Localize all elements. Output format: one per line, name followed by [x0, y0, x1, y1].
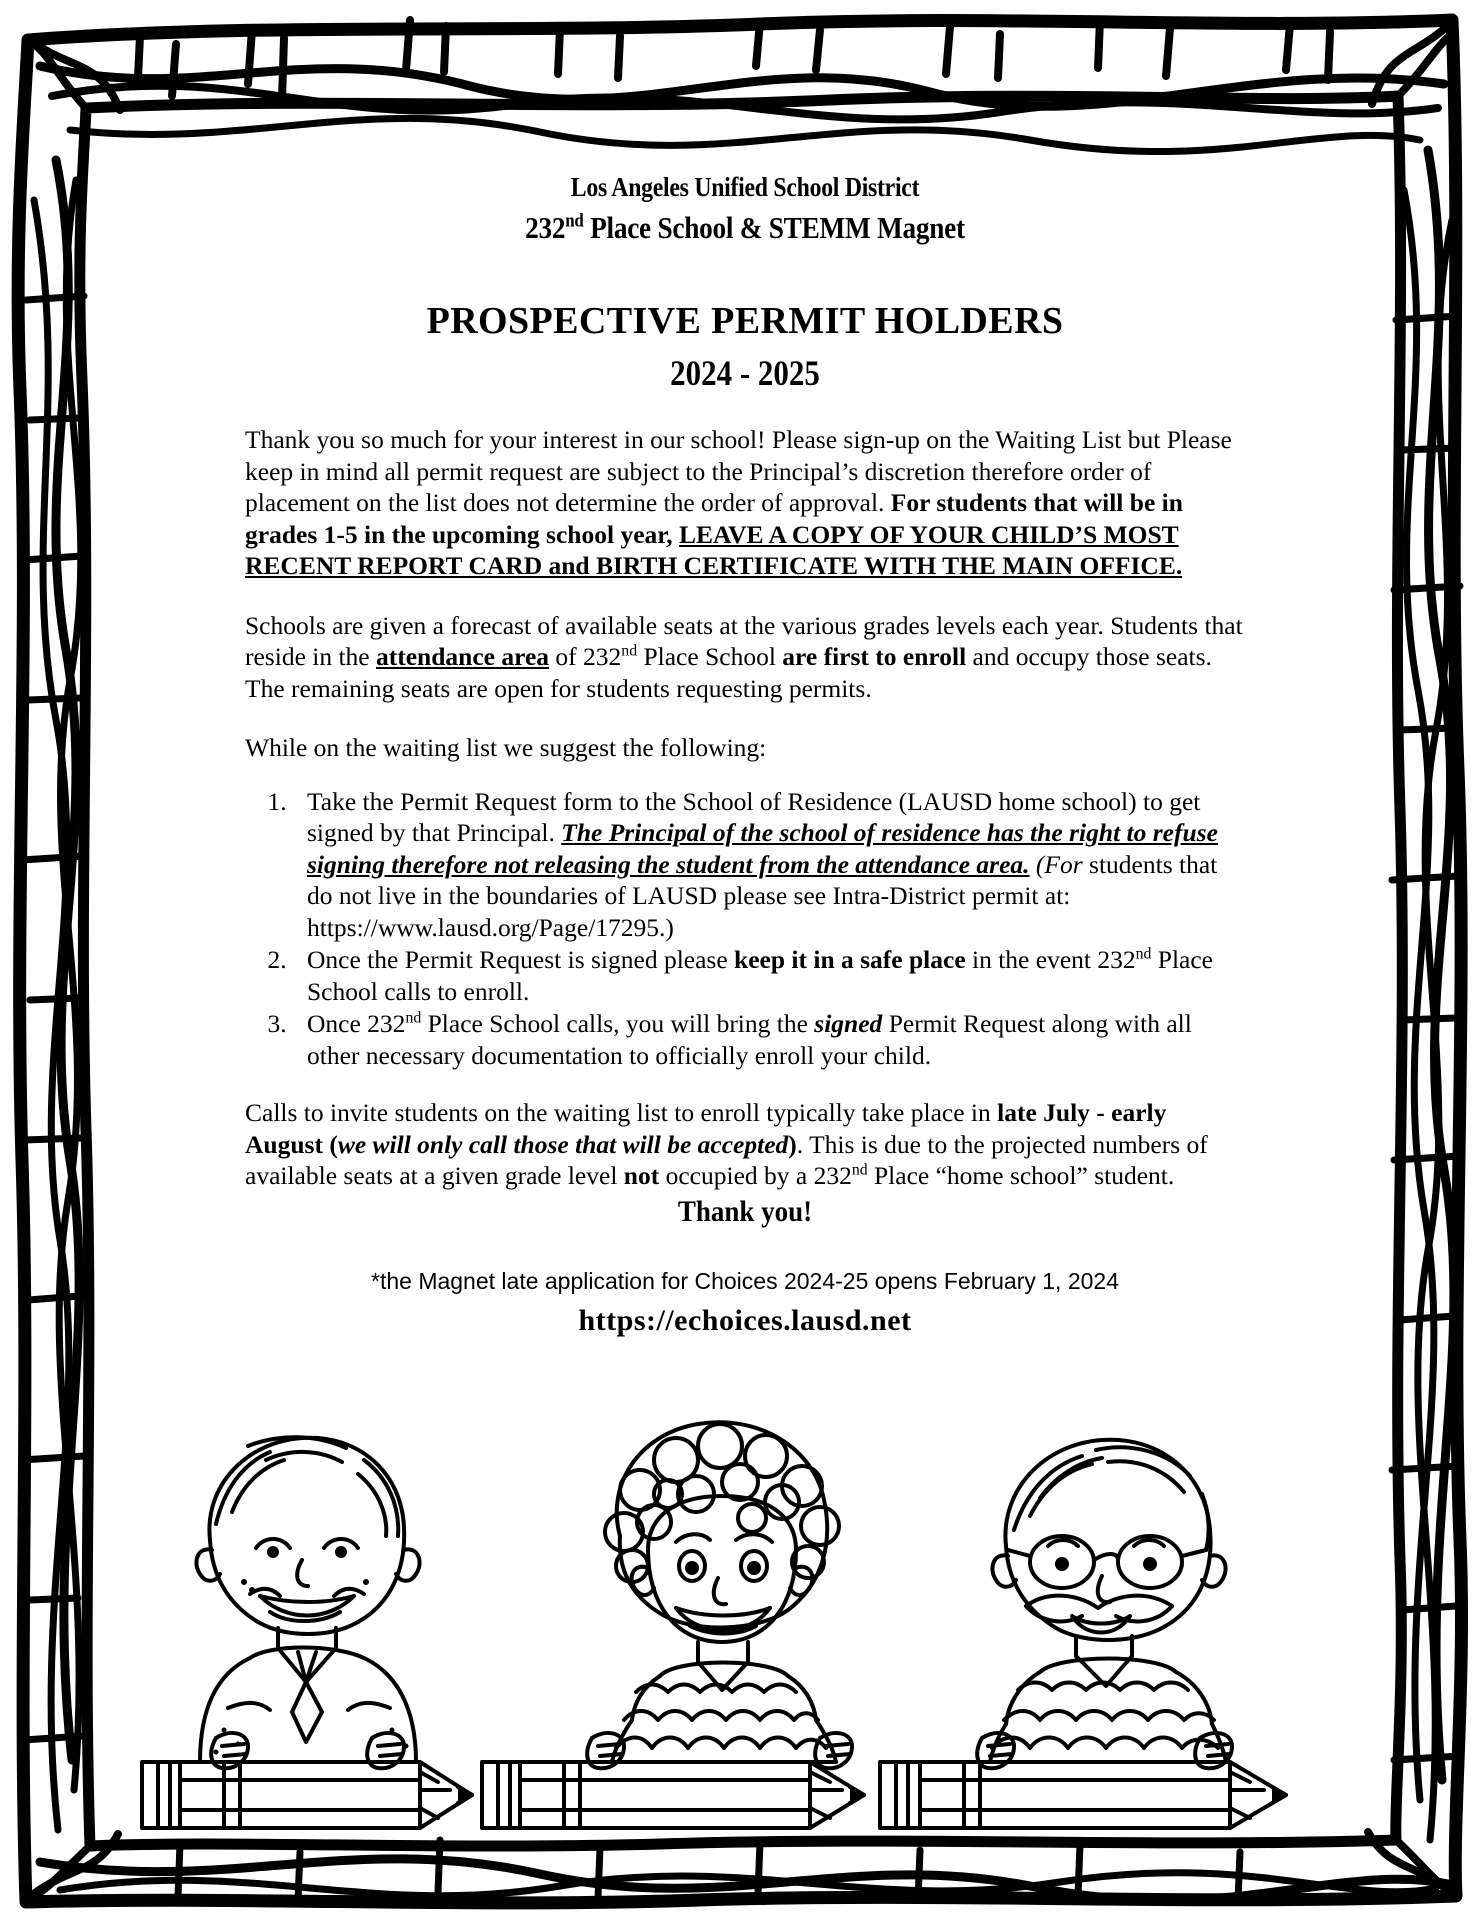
- magnet-application-note: *the Magnet late application for Choices 2024-25 opens February 1, 2024: [371, 1267, 1119, 1294]
- school-name-ordinal: nd: [565, 210, 584, 232]
- calls-text-3: occupied by a 232: [659, 1161, 852, 1190]
- calls-text-1: Calls to invite students on the waiting list to enroll typically take place in: [245, 1098, 998, 1127]
- page-title: PROSPECTIVE PERMIT HOLDERS: [426, 300, 1064, 342]
- children-with-pencils-illustration: [120, 1390, 1370, 1850]
- seats-ordinal: nd: [621, 642, 638, 660]
- calls-text-2: . This is due to the projected numbers of available seats at a given grade level: [245, 1129, 1208, 1190]
- seats-text-3: Place School: [637, 642, 783, 671]
- pencil-left: [142, 1762, 472, 1828]
- paragraph-seats: [245, 610, 1245, 705]
- flyer-content: [245, 168, 1245, 1340]
- paragraph-suggestions-lead: While on the waiting list we suggest the following:: [245, 733, 767, 762]
- calls-bold-1: late July - early August (: [245, 1098, 1167, 1159]
- seats-text-2: of 232: [549, 642, 622, 671]
- child-middle: [587, 1422, 852, 1768]
- step3-text-1: Once 232: [307, 1009, 406, 1038]
- echoices-url[interactable]: https://echoices.lausd.net: [578, 1303, 912, 1337]
- paragraph-calls: [245, 1097, 1245, 1192]
- intro-bold-underline: LEAVE A COPY OF YOUR CHILD’S MOST RECENT REPORT CARD and BIRTH CERTIFICATE WITH THE MAIN OFFICE.: [245, 519, 1183, 580]
- list-item-step-1: [293, 786, 1245, 944]
- step3-emphasis: signed: [814, 1009, 883, 1038]
- step2-text-3: Place School calls to enroll.: [307, 945, 1214, 1006]
- step2-text-1: Once the Permit Request is signed please: [307, 945, 735, 974]
- calls-bold-3: not: [623, 1161, 660, 1190]
- pencil-right: [880, 1762, 1286, 1828]
- step1-paren-open: (For: [1029, 849, 1083, 879]
- attendance-area-emphasis: attendance area: [376, 642, 550, 671]
- school-name-rest: Place School & STEMM Magnet: [583, 210, 965, 245]
- seats-text-4: and occupy those seats. The remaining seats are open for students requesting permits.: [245, 642, 1212, 703]
- pencil-middle: [482, 1762, 864, 1828]
- intro-text: Thank you so much for your interest in our school! Please sign-up on the Waiting List but Please keep in mind all permit request are subject to the Principal’s discretion therefore order of placement on the list does not determine the order of approval.: [245, 425, 1232, 517]
- seats-text-1: Schools are given a forecast of available seats at the various grades levels each year. Students that reside in the: [245, 610, 1243, 671]
- paragraph-intro: [245, 424, 1245, 582]
- thank-you-line: Thank you!: [677, 1194, 813, 1228]
- step2-emphasis: keep it in a safe place: [734, 945, 966, 974]
- calls-bold-2: ): [788, 1129, 797, 1159]
- school-name-number: 232: [525, 210, 566, 245]
- calls-bold-italic: we will only call those that will be accepted: [337, 1129, 789, 1159]
- intro-bold: For students that will be in grades 1-5 in the upcoming school year,: [245, 488, 1183, 549]
- step1-emphasis: The Principal of the school of residence has the right to refuse signing therefore not releasing the student from the attendance area.: [307, 818, 1218, 879]
- district-name: Los Angeles Unified School District: [570, 172, 920, 202]
- school-year: 2024 - 2025: [670, 353, 820, 393]
- step3-ordinal: nd: [405, 1009, 422, 1027]
- child-left: [196, 1437, 419, 1768]
- child-right: [977, 1440, 1232, 1769]
- step3-text-2: Place School calls, you will bring the: [421, 1009, 815, 1038]
- step1-text-1: Take the Permit Request form to the School of Residence (LAUSD home school) to get signed by that Principal.: [307, 786, 1201, 847]
- list-item-step-2: [293, 944, 1245, 1007]
- step2-ordinal: nd: [1135, 945, 1152, 963]
- suggestions-list: [245, 786, 1245, 1072]
- list-item-step-3: [293, 1008, 1245, 1071]
- school-name: [305, 206, 1185, 250]
- calls-text-4: Place “home school” student.: [867, 1161, 1175, 1190]
- school-header-block: [245, 168, 1245, 250]
- step1-text-2: students that do not live in the boundaries of LAUSD please see Intra-District permit at: https://www.lausd.org/Page/17295.): [307, 849, 1218, 942]
- step3-text-3: Permit Request along with all other necessary documentation to officially enroll your child.: [307, 1009, 1192, 1070]
- calls-ordinal: nd: [851, 1161, 868, 1179]
- step2-text-2: in the event 232: [965, 945, 1136, 974]
- first-to-enroll-emphasis: are first to enroll: [782, 642, 967, 671]
